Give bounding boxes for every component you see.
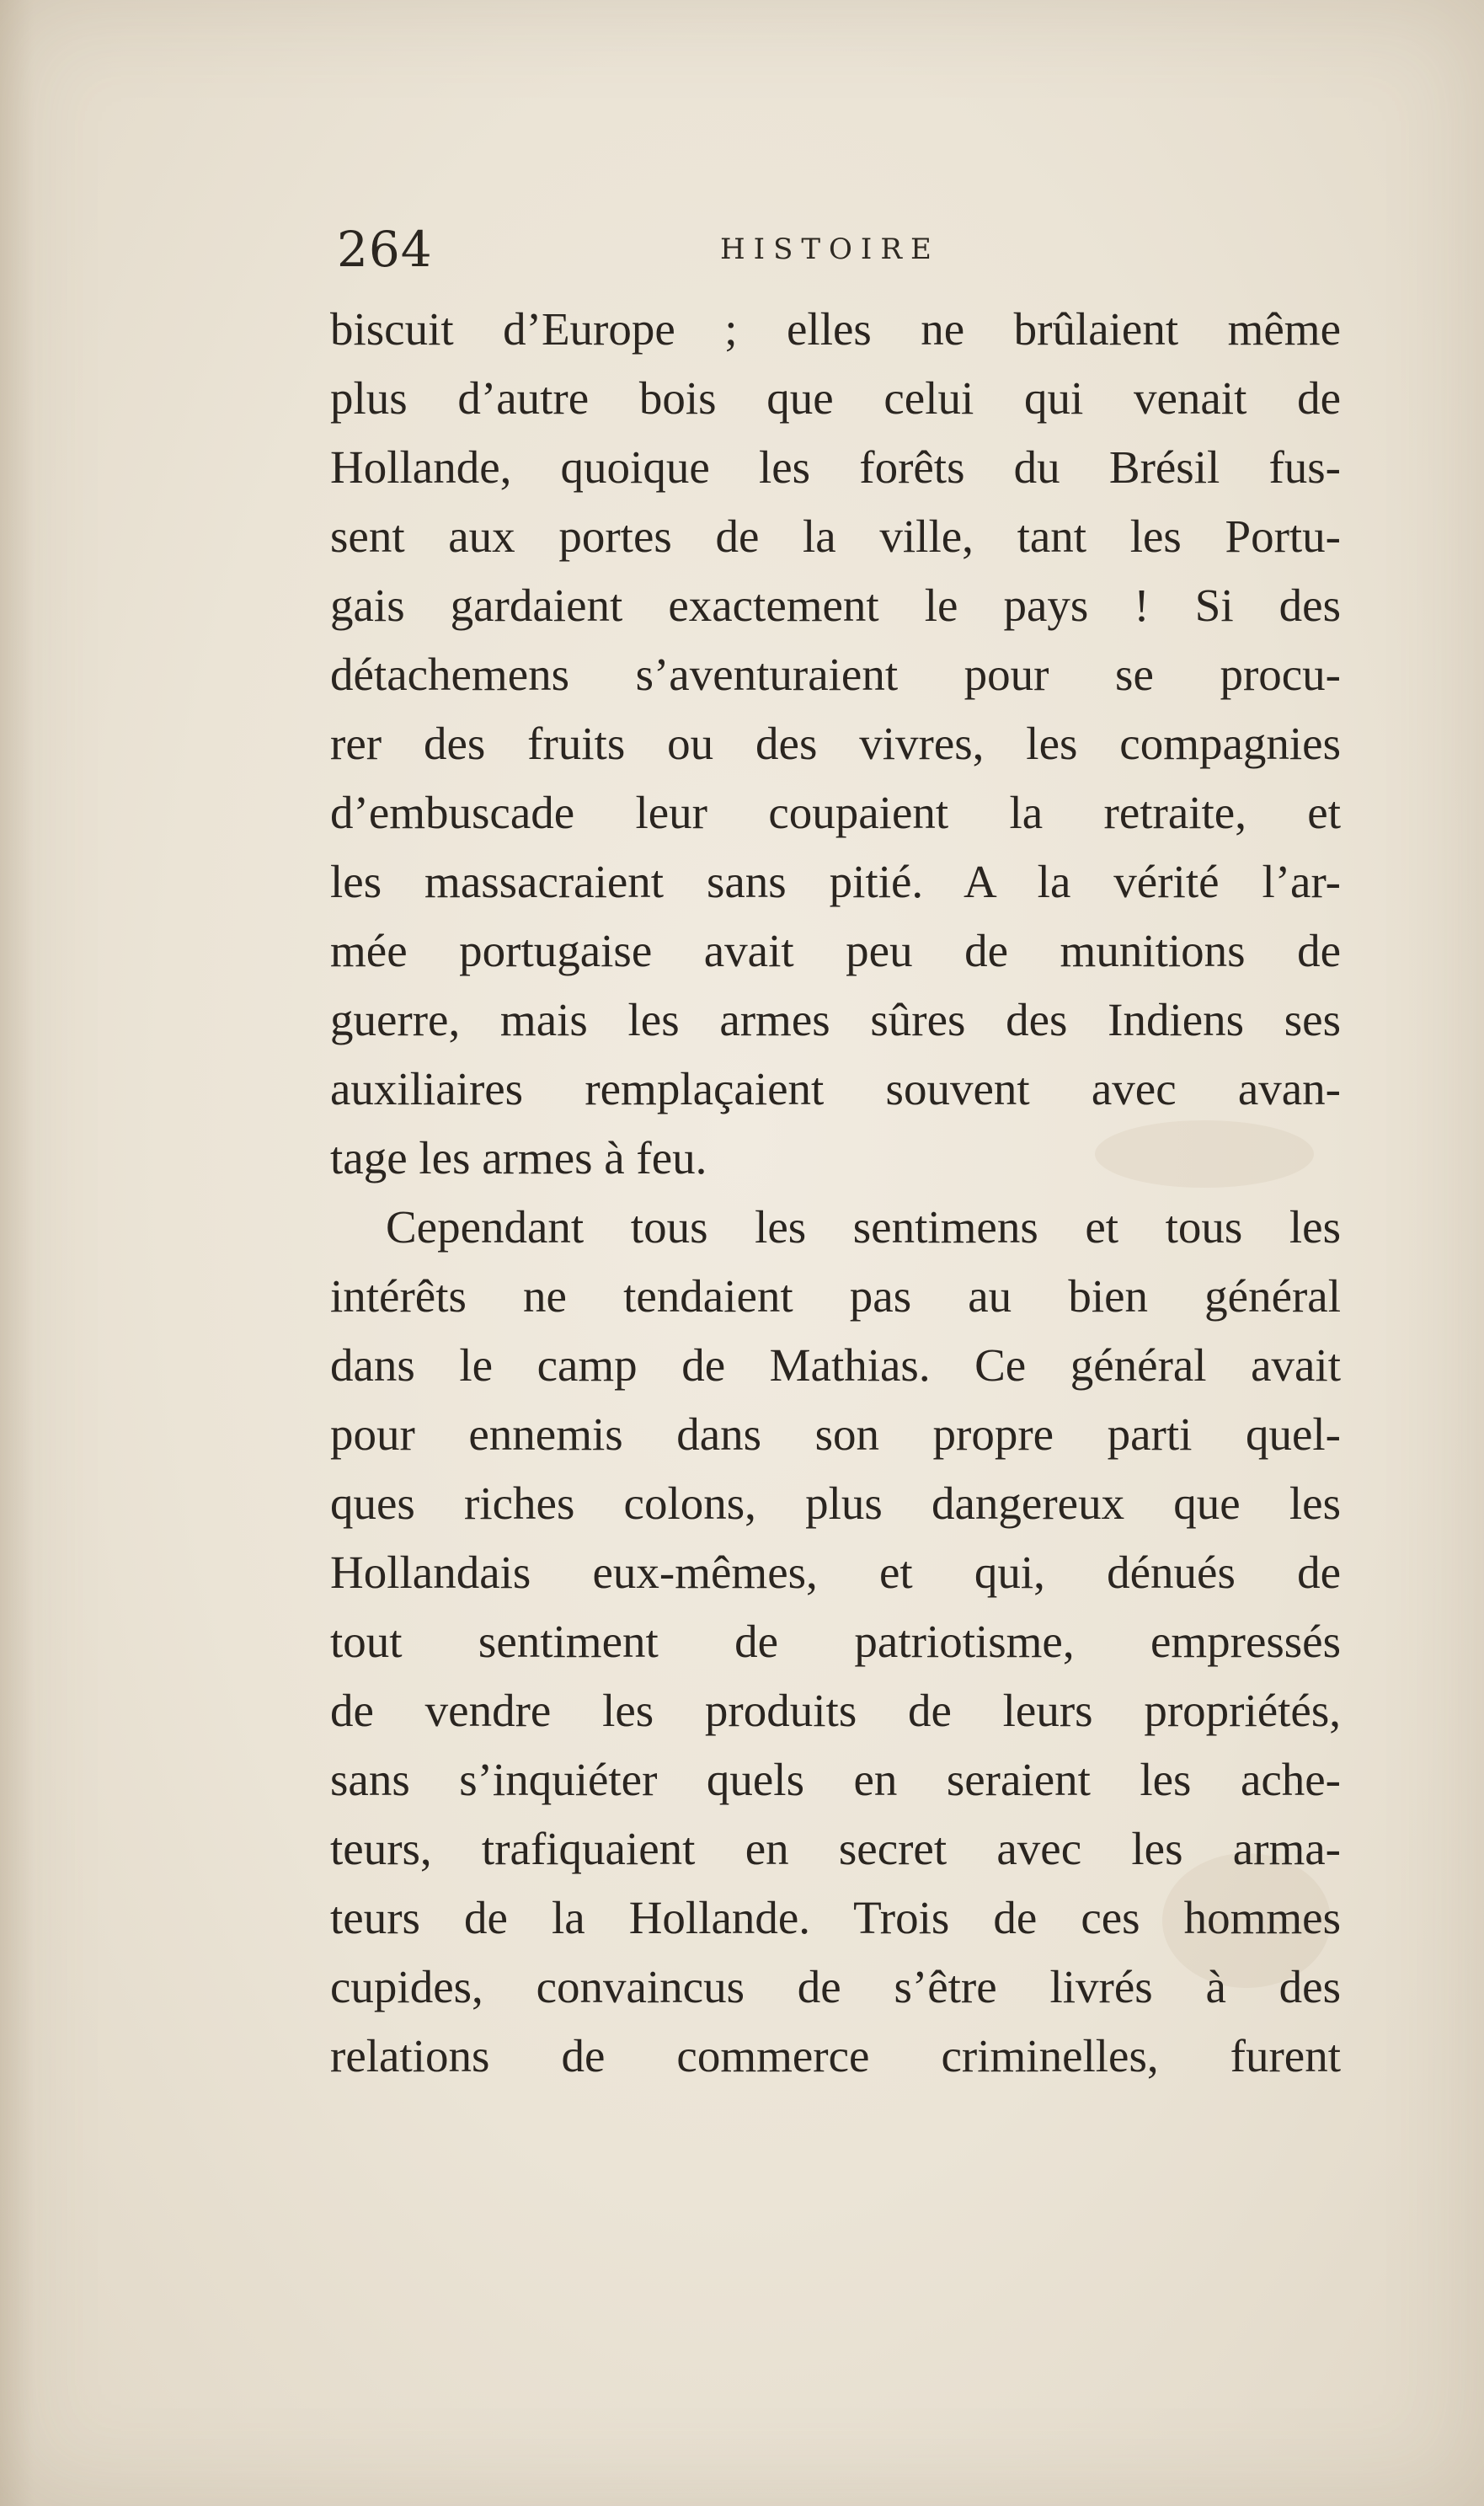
text-line: détachemens s’aventuraient pour se procu- [330, 649, 1341, 700]
page-edge-shadow [0, 0, 34, 2506]
text-line: sent aux portes de la ville, tant les Portu- [330, 510, 1341, 562]
text-line: Hollande, quoique les forêts du Brésil fus- [330, 441, 1341, 493]
text-line: cupides, convaincus de s’être livrés à des [330, 1961, 1341, 2012]
text-line: teurs de la Hollande. Trois de ces hommes [330, 1892, 1341, 1943]
text-line: pour ennemis dans son propre parti quel- [330, 1408, 1341, 1460]
text-line: de vendre les produits de leurs propriétés, [330, 1685, 1341, 1736]
running-title: HISTOIRE [720, 232, 940, 266]
body-text [330, 295, 1341, 2091]
text-line: guerre, mais les armes sûres des Indiens ses [330, 994, 1341, 1045]
text-line: rer des fruits ou des vivres, les compagnies [330, 718, 1341, 769]
paragraph-end-line: tage les armes à feu. [330, 1132, 707, 1184]
page-number: 264 [337, 221, 433, 278]
text-line: mée portugaise avait peu de munitions de [330, 925, 1341, 976]
text-line: sans s’inquiéter quels en seraient les ache- [330, 1754, 1341, 1805]
text-line: biscuit d’Europe ; elles ne brûlaient même [330, 303, 1341, 355]
text-line: intérêts ne tendaient pas au bien général [330, 1270, 1341, 1322]
text-line: auxiliaires remplaçaient souvent avec avan- [330, 1063, 1341, 1114]
text-line: tout sentiment de patriotisme, empressés [330, 1616, 1341, 1667]
text-line: relations de commerce criminelles, furent [330, 2030, 1341, 2081]
text-line: plus d’autre bois que celui qui venait de [330, 372, 1341, 424]
text-line: Hollandais eux-mêmes, et qui, dénués de [330, 1547, 1341, 1598]
running-head [337, 221, 1348, 280]
text-line: teurs, trafiquaient en secret avec les arma- [330, 1823, 1341, 1874]
paragraph-first-line: Cependant tous les sentimens et tous les [386, 1201, 1341, 1253]
text-line: gais gardaient exactement le pays ! Si des [330, 580, 1341, 631]
text-line: ques riches colons, plus dangereux que les [330, 1477, 1341, 1529]
text-line: d’embuscade leur coupaient la retraite, et [330, 787, 1341, 838]
text-line: dans le camp de Mathias. Ce général avait [330, 1339, 1341, 1391]
text-line: les massacraient sans pitié. A la vérité l’ar- [330, 856, 1341, 907]
